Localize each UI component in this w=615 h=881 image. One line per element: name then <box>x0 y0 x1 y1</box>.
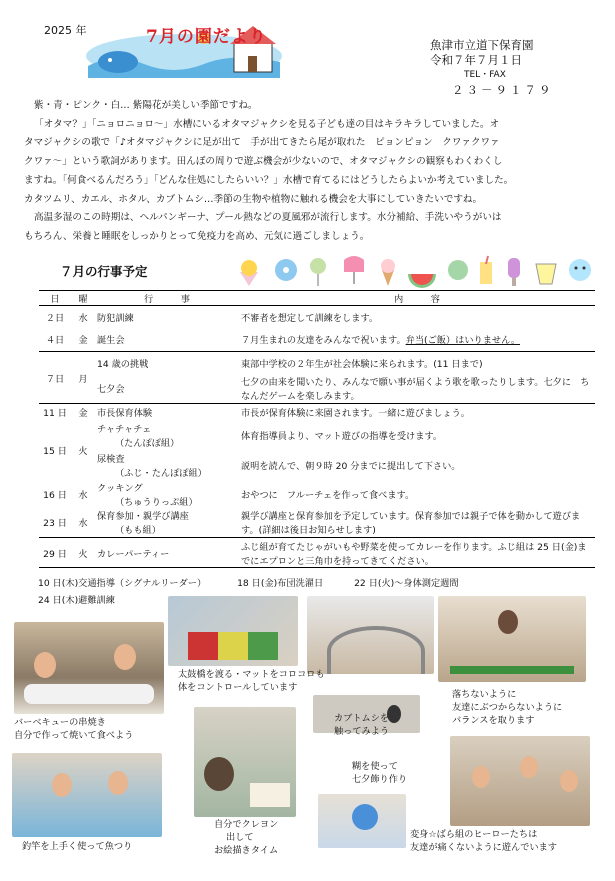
row-day: 29 日 <box>39 538 71 568</box>
row-content: おやつに フルーチェを作って食べます。 <box>241 489 415 501</box>
caption-line: 友達にぶつからないように <box>452 702 563 713</box>
row-day: 15 日 <box>43 445 67 457</box>
row-weekday: 月 <box>71 352 95 404</box>
photo-bbq <box>14 622 164 714</box>
fan-icon <box>275 259 297 281</box>
intro-line: 「オタマ？」「ニョロニョロ～」水槽にいるオタマジャクシを見る子ども達の目はキラキラしていました。オ <box>34 118 500 130</box>
caption-line: 釣竿を上手く使って魚つり <box>22 841 133 852</box>
row-day: ２日 <box>45 312 65 324</box>
row-event <box>95 480 239 508</box>
row-weekday: 火 <box>71 538 95 568</box>
bear-ice-icon <box>569 259 591 281</box>
caption-line: 太鼓橋を渡る・マットをコロコロも <box>178 669 325 680</box>
row-content <box>239 328 595 352</box>
caption-line: 友達が痛くないように遊んでいます <box>410 842 557 853</box>
event-name: 保育参加・親学び講座 <box>97 511 189 523</box>
row-event <box>95 420 239 450</box>
caption-line: 体をコントロールしています <box>178 682 298 693</box>
caption-mats <box>178 668 325 694</box>
newsletter-title: 7月の園だより <box>146 27 267 47</box>
event-name: 尿検査 <box>97 453 125 465</box>
event-class: （ちゅうりっぷ組） <box>115 496 198 508</box>
intro-text <box>24 97 589 247</box>
caption-line: 糊を使って <box>352 761 398 772</box>
caption-bbq <box>14 716 133 742</box>
table-row <box>39 328 595 352</box>
issue-date: 令和７年７月１日 <box>430 53 522 67</box>
table-row <box>39 352 595 374</box>
schedule-table <box>39 290 595 568</box>
note-item: 10 日(木)交通指導（シグナルリーダー） <box>38 578 207 589</box>
table-row <box>39 404 595 420</box>
row-event: 市長保育体験 <box>95 404 239 420</box>
shaved-ice-icon <box>240 260 258 286</box>
tel-label: TEL・FAX <box>464 70 506 80</box>
table-row <box>39 450 595 480</box>
caption-line: 自分で作って焼いて食べよう <box>14 730 134 741</box>
table-row <box>39 374 595 404</box>
school-name: 魚津市立道下保育園 <box>430 38 534 52</box>
caption-line: お絵描きタイム <box>214 845 279 856</box>
cup-icon <box>536 264 556 284</box>
row-content: 東部中学校の２年生が社会体験に来られます。(11 日まで) <box>239 352 595 374</box>
row-weekday: 火 <box>78 445 88 457</box>
header-weekday: 曜 <box>71 291 95 306</box>
photo-tanabata <box>318 794 406 848</box>
header-day: 日 <box>39 291 71 306</box>
row-content: 体育指導員より、マット遊びの指導を受けます。 <box>241 430 443 442</box>
melon-icon <box>408 274 436 288</box>
row-event: 誕生会 <box>97 335 125 347</box>
caption-line: 落ちないように <box>452 689 517 700</box>
caption-balance <box>452 688 562 727</box>
row-content: 説明を読んで、朝９時 20 分までに提出して下さい。 <box>241 460 461 472</box>
caption-beetle <box>334 712 389 738</box>
caption-line: バーベキューの串焼き <box>14 717 106 728</box>
emphasis-text: 弁当(ご飯）はいりません。 <box>405 335 521 347</box>
content-text: ７月生まれの友達をみんなで祝います。 <box>241 335 406 347</box>
event-class: （もも組） <box>115 525 161 537</box>
intro-line: タマジャクシの歌で「♪オタマジャクシに足が出て 手が出てきたら尾が取れた ピョンピョン クワァクワァ <box>24 137 500 149</box>
drink-icon <box>480 256 492 284</box>
row-event: 防犯訓練 <box>97 312 134 324</box>
row-event <box>95 508 239 538</box>
caption-heroes <box>410 828 557 854</box>
table-row <box>39 420 595 450</box>
summer-decorations <box>236 254 596 288</box>
table-row <box>39 480 595 508</box>
row-content: 市長が保育体験に来園されます。一緒に遊びましょう。 <box>239 404 595 420</box>
photo-crayons <box>194 707 296 817</box>
row-content: ふじ組が育てたじゃがいもや野菜を使ってカレーを作ります。ふじ組は 25 日(金)までにエプロンと三角巾を持ってきてください。 <box>239 538 595 568</box>
row-content: 不審者を想定して訓練をします。 <box>241 312 379 324</box>
photo-heroes <box>450 736 590 826</box>
row-content: 七夕の由来を聞いたり、みんなで願い事が届くよう歌を歌ったりします。七夕に ちなんだゲームを楽しみます。 <box>241 377 590 403</box>
row-day: ７日 <box>39 352 71 404</box>
row-weekday: 水 <box>78 489 88 501</box>
caption-line: 変身☆ばら組のヒーローたちは <box>410 829 538 840</box>
intro-line: クワァ～」という歌詞があります。田んぼの周りで遊ぶ機会が少ないので、オタマジャクシの観察もわくわくし <box>24 156 503 168</box>
row-day: 23 日 <box>43 518 67 530</box>
table-row <box>39 508 595 538</box>
row-event <box>95 450 239 480</box>
header-info <box>430 38 554 98</box>
intro-line: もちろん、栄養と睡眠をしっかりとって免疫力を高め、元気に過ごしましょう。 <box>24 230 370 242</box>
popsicle-icon <box>508 258 520 286</box>
note-item: 24 日(木)避難訓練 <box>38 595 115 606</box>
row-day: 11 日 <box>39 404 71 420</box>
caption-line: 自分でクレヨン <box>214 819 279 830</box>
intro-line: 高温多湿のこの時期は、ヘルパンギーナ、プール熱などの夏風邪が流行します。水分補給、手洗いやうがいは <box>34 212 502 224</box>
caption-line: カブトムシを <box>334 713 390 724</box>
photo-balance <box>438 596 586 682</box>
caption-line: 七夕飾り作り <box>352 774 408 785</box>
newsletter-banner <box>84 16 284 78</box>
row-content: 親学び講座と保育参加を予定しています。保育参加では親子で体を動かして遊びます。(詳細は後日お知らせします) <box>241 511 581 537</box>
table-row <box>39 538 595 568</box>
note-item: 18 日(金)布団洗濯日 <box>237 578 324 589</box>
row-event: 七夕会 <box>97 384 125 396</box>
row-event: 14 歳の挑戦 <box>95 352 239 374</box>
caption-fishing <box>22 840 132 853</box>
summer-icons <box>236 254 596 288</box>
event-name: クッキング <box>97 482 143 494</box>
intro-line: カタツムリ、カエル、ホタル、カブトムシ…季節の生物や植物に触れる機会を大事にしていきたいですね。 <box>24 193 483 205</box>
photo-fishing <box>12 753 162 837</box>
photo-mats <box>168 596 298 666</box>
row-weekday: 水 <box>78 312 88 324</box>
caption-line: 出して <box>226 832 254 843</box>
caption-tanabata <box>352 760 407 786</box>
year: 2025 年 <box>44 24 87 37</box>
event-class: （たんぽぽ組） <box>115 437 180 449</box>
event-name: チャチャチェ <box>97 423 152 435</box>
header-event: 行 事 <box>95 291 239 306</box>
schedule-title: ７月の行事予定 <box>60 264 148 279</box>
row-weekday: 金 <box>78 335 88 347</box>
photo-bridge <box>307 596 434 674</box>
row-day: ４日 <box>45 335 65 347</box>
caption-crayons <box>214 818 278 857</box>
phone-number: ２３－９１７９ <box>452 83 554 97</box>
intro-line: ますね。「何食べるんだろう」「どんな住処にしたらいい？」水槽で育てるにはどうしたらよいか考えていました。 <box>24 174 514 186</box>
watermelon-icon <box>448 260 468 280</box>
intro-line: 紫・青・ピンク・白… 紫陽花が美しい季節ですね。 <box>34 100 258 111</box>
row-event: カレーパーティー <box>95 538 239 568</box>
row-weekday: 水 <box>78 518 88 530</box>
row-day: 16 日 <box>43 489 67 501</box>
balloon-icon <box>310 258 326 286</box>
caption-line: 触ってみよう <box>334 726 390 737</box>
ice-cream-icon <box>381 259 395 286</box>
row-weekday: 金 <box>71 404 95 420</box>
caption-line: バランスを取ります <box>452 715 535 726</box>
event-class: （ふじ・たんぽぽ組） <box>115 467 207 479</box>
header-content: 内 容 <box>239 291 595 306</box>
table-row <box>39 306 595 328</box>
note-item: 22 日(火)～身体測定週間 <box>354 578 459 589</box>
wind-chime-icon <box>344 256 364 284</box>
